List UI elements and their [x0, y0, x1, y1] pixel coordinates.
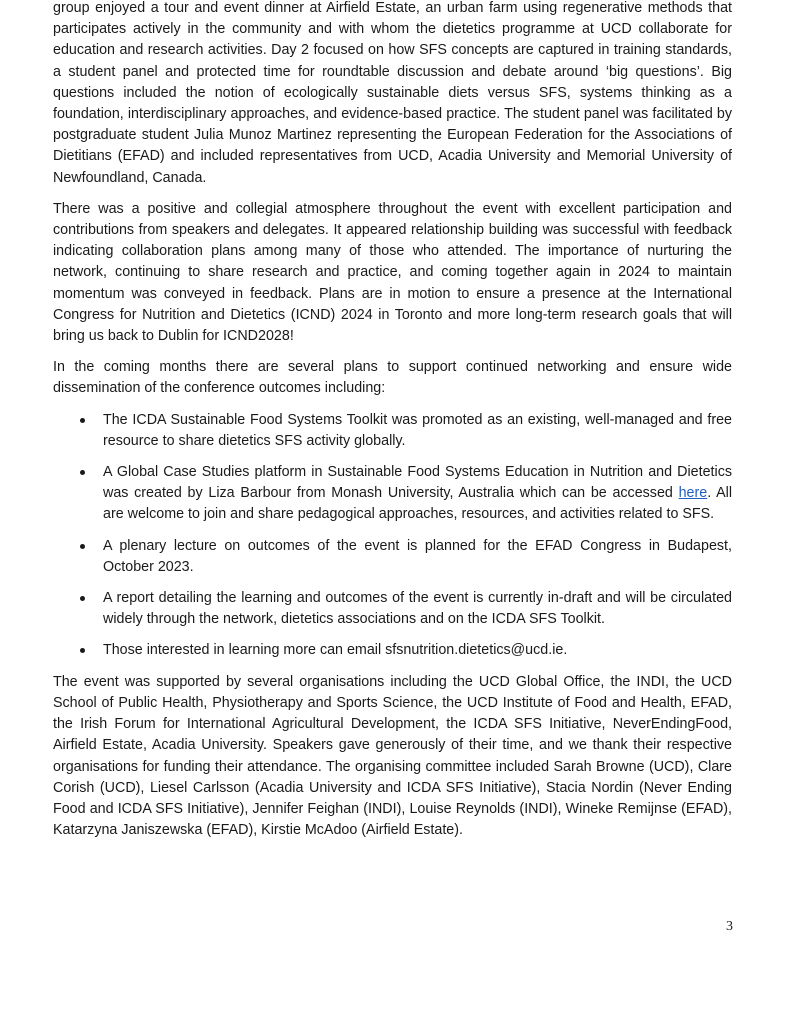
bullet-icon [80, 648, 85, 653]
list-item-text: A plenary lecture on outcomes of the event is planned for the EFAD Congress in Budapest, October 2023. [103, 537, 732, 575]
list-item-text: A report detailing the learning and outcomes of the event is currently in-draft and will be circulated widely through the network, dietetics associations and on the ICDA SFS Toolkit. [103, 590, 732, 628]
list-item [53, 536, 732, 578]
bullet-icon [80, 418, 85, 423]
list-item-text-end: . All are welcome to join and share pedagogical approaches, resources, and activities related to SFS. [103, 485, 732, 523]
paragraph-acknowledgements: The event was supported by several organisations including the UCD Global Office, the INDI, the UCD School of Public Health, Physiotherapy and Sports Science, the UCD Institute of Food and Health, EFAD, the Irish Forum for International Agricultural Development, the ICDA SFS Initiative, NeverEndingFood, Airfield Estate, Acadia University. Speakers gave generously of their time, and we thank their respective organisations for funding their attendance. The organising committee included Sarah Browne (UCD), Clare Corish (UCD), Liesel Carlsson (Acadia University and ICDA SFS Initiative), Stacia Nordin (Never Ending Food and ICDA SFS Initiative), Jennifer Feighan (INDI), Louise Reynolds (INDI), Wineke Remijnse (EFAD), Katarzyna Janiszewska (EFAD), Kirstie McAdoo (Airfield Estate). [53, 673, 732, 839]
list-item-text: The ICDA Sustainable Food Systems Toolkit was promoted as an existing, well-managed and free resource to share dietetics SFS activity globally. [103, 411, 732, 449]
bullet-icon [80, 596, 85, 601]
list-item [53, 462, 732, 526]
paragraph-coming-months: In the coming months there are several plans to support continued networking and ensure wide dissemination of the conference outcomes including: [53, 359, 732, 397]
bullet-icon [80, 544, 85, 549]
paragraph-event-summary: group enjoyed a tour and event dinner at Airfield Estate, an urban farm using regenerative methods that participates actively in the community and with whom the dietetics programme at UCD collaborate for education and research activities. Day 2 focused on how SFS concepts are captured in training standards, a student panel and protected time for roundtable discussion and debate around ‘big questions’. Big questions included the notion of ecologically sustainable diets versus SFS, systems thinking as a foundation, interdisciplinary approaches, and evidence-based practice. The student panel was facilitated by postgraduate student Julia Munoz Martinez representing the European Federation for the Associations of Dietitians (EFAD) and included representatives from UCD, Acadia University and Memorial University of Newfoundland, Canada. [53, 0, 732, 186]
list-item [53, 640, 732, 661]
paragraph-atmosphere: There was a positive and collegial atmosphere throughout the event with excellent participation and contributions from speakers and delegates. It appeared relationship building was successful with feedback indicating collaboration plans among many of those who attended. The importance of nurturing the network, continuing to share research and practice, and coming together again in 2024 to maintain momentum was conveyed in feedback. Plans are in motion to ensure a presence at the International Congress for Nutrition and Dietetics (ICND) 2024 in Toronto and more long-term research goals that will bring us back to Dublin for ICND2028! [53, 200, 732, 345]
page-number: 3 [726, 919, 733, 934]
outcomes-list [53, 410, 732, 662]
here-link[interactable]: here [678, 485, 708, 502]
list-item-text-start: A Global Case Studies platform in Sustainable Food Systems Education in Nutrition and Dietetics was created by Liza Barbour from Monash University, Australia which can be accessed [103, 464, 732, 502]
list-item [53, 410, 732, 452]
list-item [53, 588, 732, 630]
bullet-icon [80, 470, 85, 475]
list-item-text: Those interested in learning more can email sfsnutrition.dietetics@ucd.ie. [103, 642, 568, 659]
